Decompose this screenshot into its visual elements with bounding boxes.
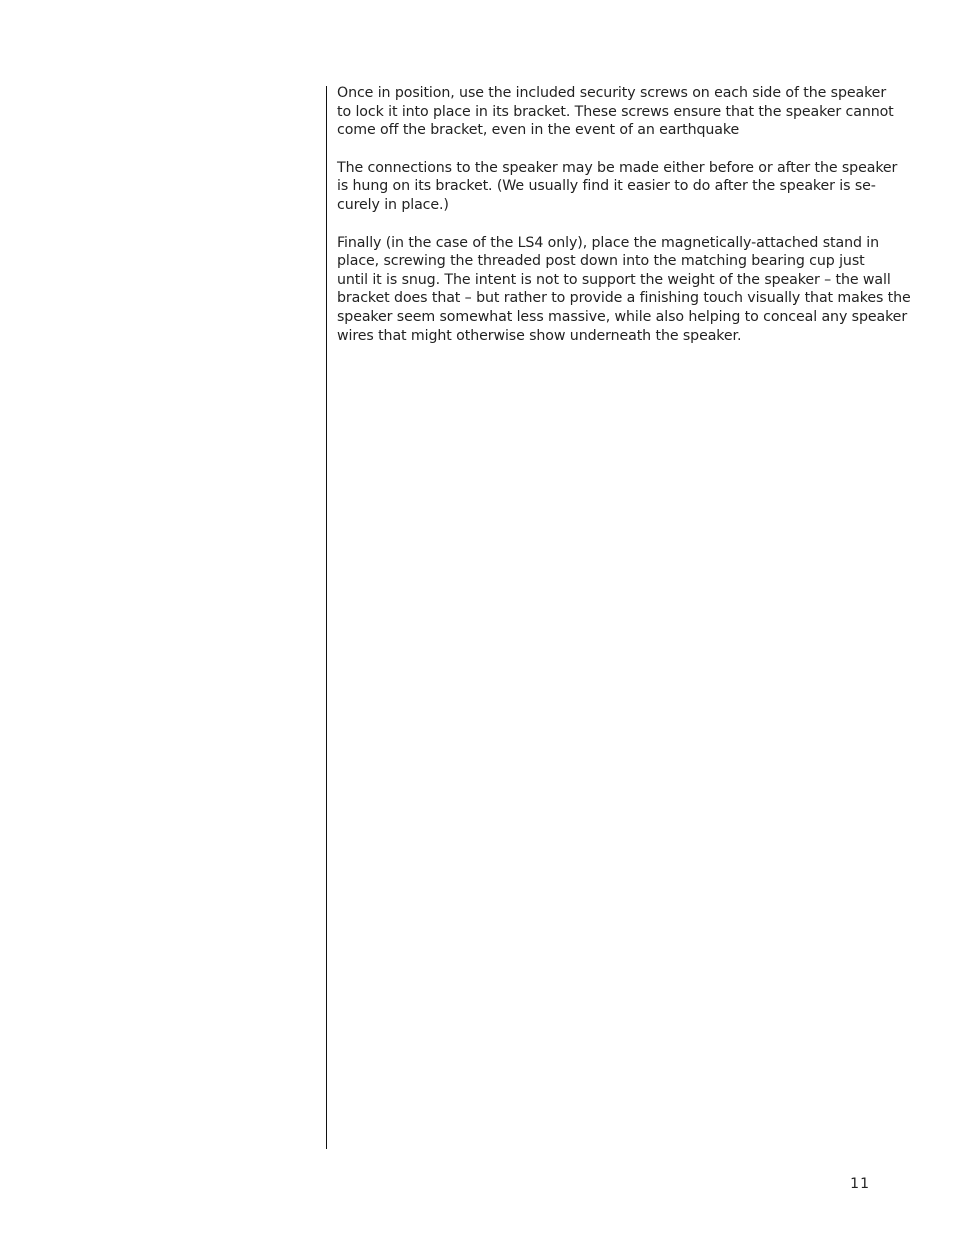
text-line: Once in position, use the included security screws on each side of the speaker <box>337 85 887 101</box>
paragraph-security-screws <box>337 84 894 140</box>
text-line: speaker seem somewhat less massive, while also helping to conceal any speaker <box>337 308 908 325</box>
text-line: The connections to the speaker may be made either before or after the speaker <box>337 159 898 176</box>
text-line: curely in place.) <box>337 196 449 213</box>
margin-rule <box>326 86 327 1149</box>
body-text <box>337 84 911 364</box>
text-line: bracket does that – but rather to provide a finishing touch visually that makes the <box>337 290 911 307</box>
text-line: to lock it into place in its bracket. These screws ensure that the speaker cannot <box>337 103 894 120</box>
text-line: until it is snug. The intent is not to support the weight of the speaker – the wall <box>337 271 891 288</box>
page-number: 11 <box>850 1176 870 1192</box>
paragraph-stand <box>337 234 911 346</box>
text-line: Finally (in the case of the LS4 only), place the magnetically-attached stand in <box>337 234 880 251</box>
text-line: wires that might otherwise show underneath the speaker. <box>337 327 742 344</box>
text-line: is hung on its bracket. (We usually find it easier to do after the speaker is se- <box>337 178 876 195</box>
paragraph-connections <box>337 159 898 215</box>
text-line: place, screwing the threaded post down into the matching bearing cup just <box>337 253 865 270</box>
text-line: come off the bracket, even in the event of an earthquake <box>337 122 740 139</box>
